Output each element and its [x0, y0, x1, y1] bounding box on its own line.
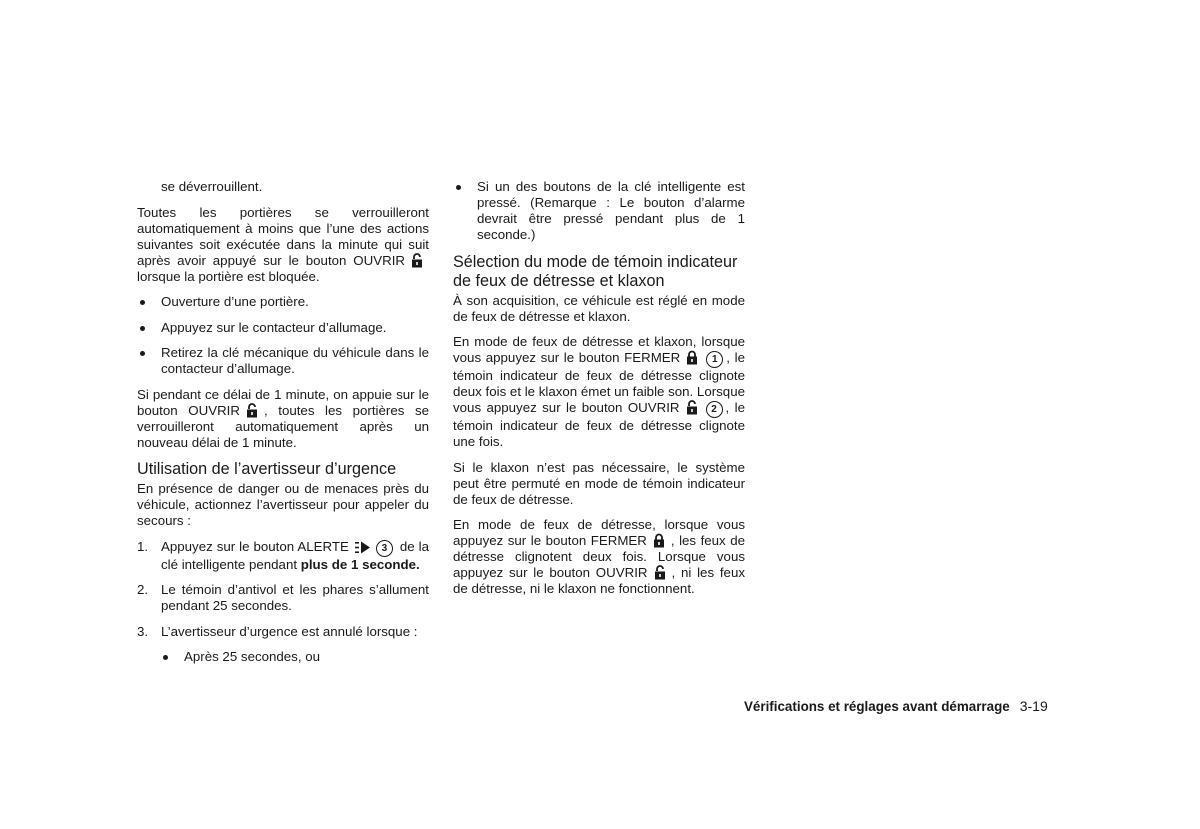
unlock-icon — [686, 400, 698, 415]
list-item: Appuyez sur le contacteur d’allumage. — [137, 320, 429, 336]
callout-3: 3 — [376, 540, 393, 557]
unlock-icon — [654, 565, 666, 580]
paragraph-hazard-horn-mode: En mode de feux de détresse et klaxon, lorsque vous appuyez sur le bouton FERMER 1 , le témoin indicateur de feux de détresse clignote deux fois et le klaxon émet un faible son. Lorsque vous appuyez sur le bouton OUVRIR 2 , le témoin indicateur de feux de détresse clignote une fois. — [453, 334, 745, 449]
list-item: Ouverture d’une portière. — [137, 294, 429, 310]
paragraph-hazard-mode: En mode de feux de détresse, lorsque vous appuyez sur le bouton FERMER , les feux de détresse clignotent deux fois. Lorsque vous appuyez sur le bouton OUVRIR , ni les feux de détresse, ni le klaxon ne fonctionnent. — [453, 517, 745, 596]
list-item: Retirez la clé mécanique du véhicule dans le contacteur d’allumage. — [137, 345, 429, 377]
unlock-icon — [411, 253, 423, 268]
alert-horn-icon — [355, 541, 371, 554]
left-column — [137, 179, 429, 675]
page-footer — [744, 698, 1048, 714]
unlock-icon — [246, 403, 258, 418]
paragraph-emergency-intro: En présence de danger ou de menaces près du véhicule, actionnez l’avertisseur pour appeler du secours : — [137, 481, 429, 528]
paragraph-relock: Si pendant ce délai de 1 minute, on appuie sur le bouton OUVRIR , toutes les portières se verrouilleront automatiquement après un nouveau délai de 1 minute. — [137, 386, 429, 450]
section-heading-emergency-alarm: Utilisation de l’avertisseur d’urgence — [137, 460, 397, 478]
callout-2: 2 — [706, 401, 723, 418]
lock-icon — [686, 350, 698, 365]
list-item: Après 25 secondes, ou — [160, 649, 429, 665]
right-column — [453, 179, 745, 607]
list-item: Si un des boutons de la clé intelligente est pressé. (Remarque : Le bouton d’alarme devrait être pressé pendant plus de 1 seconde.) — [453, 179, 745, 243]
lock-icon — [653, 533, 665, 548]
paragraph-continuation: se déverrouillent. — [161, 179, 263, 194]
footer-title: Vérifications et réglages avant démarrage — [744, 699, 1010, 714]
paragraph-auto-lock: Toutes les portières se verrouilleront automatiquement à moins que l’une des actions suivantes soit exécutée dans la minute qui suit après avoir appuyé sur le bouton OUVRIRlorsque la portière est bloquée. — [137, 204, 429, 284]
paragraph-default-mode: À son acquisition, ce véhicule est réglé en mode de feux de détresse et klaxon. — [453, 292, 745, 324]
callout-1: 1 — [706, 351, 723, 368]
section-heading-hazard-mode: Sélection du mode de témoin indicateur de feux de détresse et klaxon — [453, 252, 738, 290]
numbered-item-2: 2. Le témoin d’antivol et les phares s’allument pendant 25 secondes. — [137, 582, 429, 613]
numbered-item-1: 1. Appuyez sur le bouton ALERTE 3 de la clé intelligente pendant plus de 1 seconde. — [137, 538, 429, 572]
page-number: 3-19 — [1019, 698, 1048, 714]
paragraph-hazard-only-option: Si le klaxon n’est pas nécessaire, le système peut être permuté en mode de témoin indicateur de feux de détresse. — [453, 459, 745, 507]
numbered-item-3: 3. L’avertisseur d’urgence est annulé lorsque : — [137, 623, 418, 639]
